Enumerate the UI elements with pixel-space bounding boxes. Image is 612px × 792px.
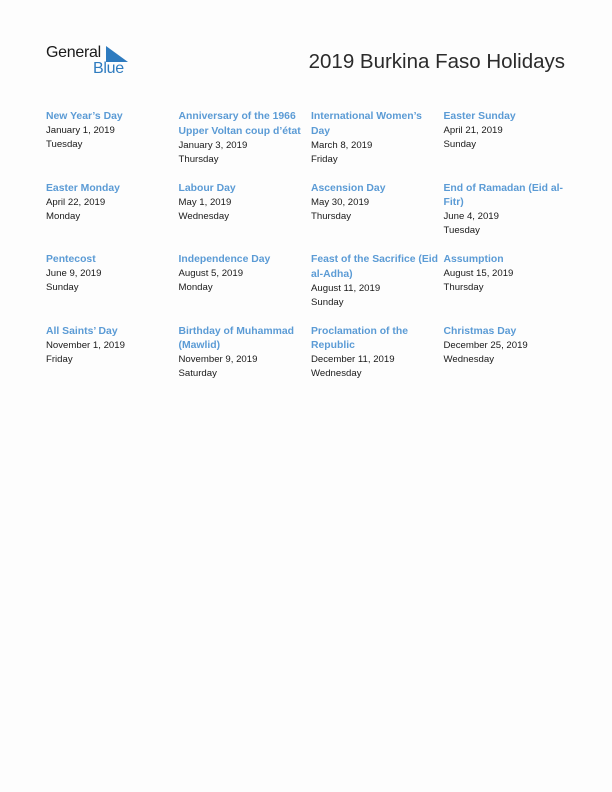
holiday-grid	[46, 110, 576, 396]
holiday-name: Pentecost	[46, 254, 96, 265]
holiday-date: August 5, 2019	[178, 268, 244, 279]
holiday-weekday: Wednesday	[443, 353, 494, 365]
holiday-entry	[179, 110, 312, 182]
holiday-weekday: Sunday	[46, 282, 79, 293]
holiday-entry	[444, 253, 577, 325]
holiday-name: All Saints’ Day	[46, 325, 118, 337]
logo-text-general: General	[46, 44, 101, 61]
holiday-weekday: Friday	[46, 353, 73, 365]
holiday-name: Easter Sunday	[443, 111, 516, 122]
holiday-weekday: Saturday	[178, 368, 217, 379]
holiday-entry	[179, 325, 312, 397]
holiday-entry	[179, 182, 312, 254]
generalblue-logo	[46, 44, 136, 80]
holiday-name: Proclamation of the Republic	[311, 325, 408, 351]
holiday-date: March 8, 2019	[311, 139, 373, 151]
holiday-name: Labour Day	[178, 182, 236, 194]
holiday-name: International Women’s Day	[311, 111, 422, 137]
holiday-date: April 22, 2019	[46, 196, 106, 208]
holiday-name: Independence Day	[178, 254, 271, 265]
holiday-entry	[444, 182, 577, 254]
holiday-name: Easter Monday	[46, 182, 120, 194]
holiday-row	[46, 182, 576, 254]
holiday-date: November 9, 2019	[178, 354, 258, 365]
holiday-date: May 1, 2019	[178, 196, 232, 208]
holiday-weekday: Thursday	[178, 153, 219, 165]
holiday-date: August 15, 2019	[443, 268, 514, 279]
holiday-date: January 1, 2019	[46, 125, 115, 136]
holiday-date: December 11, 2019	[311, 354, 395, 365]
holiday-date: January 3, 2019	[178, 139, 248, 151]
holiday-weekday: Thursday	[443, 282, 484, 293]
holiday-date: August 11, 2019	[311, 282, 381, 294]
holiday-date: December 25, 2019	[443, 339, 528, 351]
holiday-entry	[179, 253, 312, 325]
logo-text-blue: Blue	[93, 60, 124, 77]
holiday-entry	[46, 325, 179, 397]
holiday-weekday: Thursday	[311, 210, 351, 222]
holiday-weekday: Tuesday	[443, 225, 480, 236]
holiday-name: Birthday of Muhammad (Mawlid)	[178, 325, 294, 351]
holiday-name: End of Ramadan (Eid al-Fitr)	[443, 182, 564, 208]
holiday-entry	[311, 253, 444, 325]
holiday-row	[46, 253, 576, 325]
holiday-weekday: Monday	[46, 210, 81, 222]
page-title: 2019 Burkina Faso Holidays	[308, 50, 565, 73]
holiday-weekday: Friday	[311, 153, 338, 165]
holiday-entry	[444, 110, 577, 182]
holiday-weekday: Sunday	[311, 296, 344, 308]
holiday-name: Ascension Day	[311, 182, 386, 194]
holiday-date: June 9, 2019	[46, 268, 102, 279]
holiday-entry	[46, 110, 179, 182]
holiday-date: April 21, 2019	[443, 125, 503, 136]
holiday-date: May 30, 2019	[311, 196, 370, 208]
holiday-weekday: Monday	[178, 282, 213, 293]
holiday-entry	[444, 325, 577, 397]
holiday-entry	[46, 253, 179, 325]
holiday-name: Anniversary of the 1966 Upper Voltan coup d’état	[178, 111, 301, 137]
holiday-date: November 1, 2019	[46, 339, 125, 351]
holiday-name: Feast of the Sacrifice (Eid al-Adha)	[311, 254, 439, 280]
holiday-name: New Year’s Day	[46, 111, 123, 122]
holiday-weekday: Sunday	[443, 139, 477, 150]
holiday-row	[46, 325, 576, 397]
holiday-weekday: Wednesday	[311, 368, 362, 379]
holiday-row	[46, 110, 576, 182]
holiday-entry	[311, 182, 444, 254]
holiday-entry	[46, 182, 179, 254]
holiday-name: Assumption	[443, 254, 504, 265]
holiday-weekday: Tuesday	[46, 139, 83, 150]
holiday-entry	[311, 110, 444, 182]
holiday-date: June 4, 2019	[443, 211, 499, 222]
holiday-name: Christmas Day	[443, 325, 517, 337]
holiday-entry	[311, 325, 444, 397]
holiday-weekday: Wednesday	[178, 210, 229, 222]
